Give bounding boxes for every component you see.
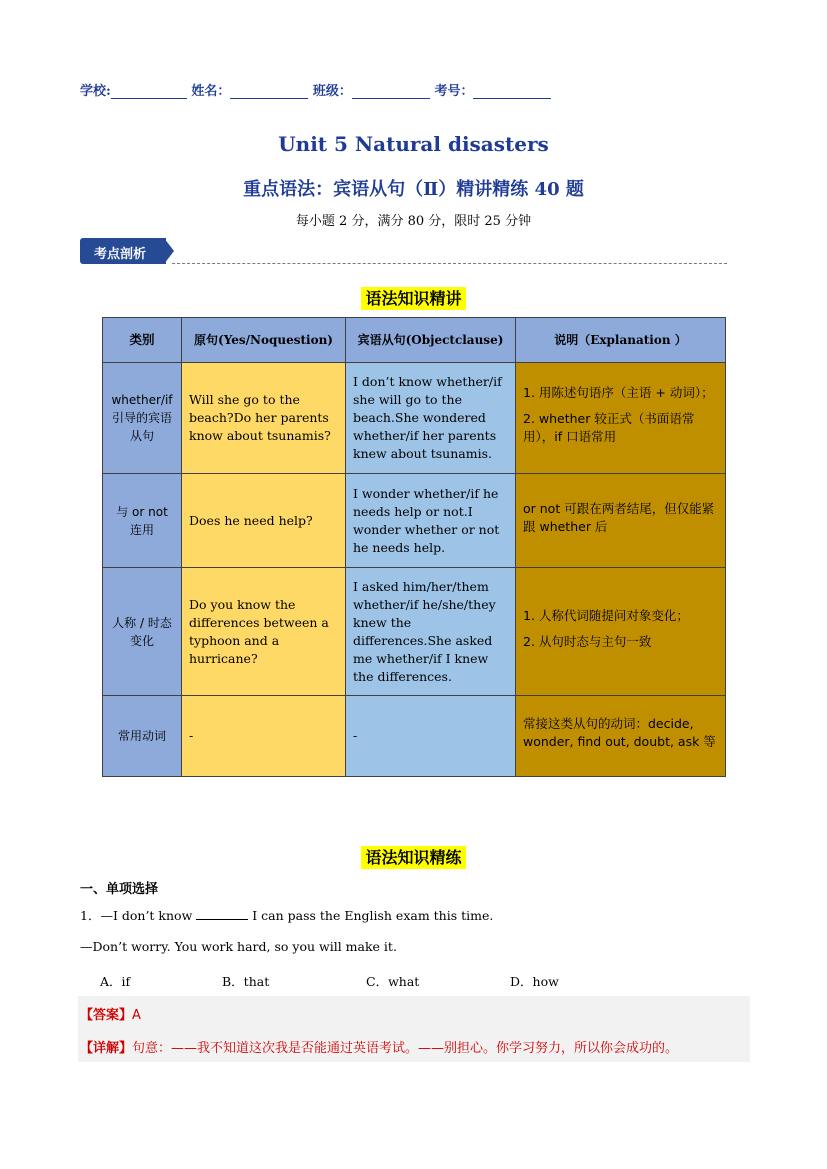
student-info-fields: [80, 80, 551, 99]
scoring-note: 每小题 2 分，满分 80 分，限时 25 分钟: [295, 214, 532, 229]
row-notes: 常接这类从句的动词：decide, wonder, find out, doubt, ask 等: [516, 696, 726, 777]
page-subtitle: 重点语法：宾语从句（Ⅱ）精讲精练 40 题: [243, 179, 584, 200]
option-d[interactable]: D．how: [510, 974, 559, 989]
table-header-row: [103, 318, 726, 363]
exam-number-blank[interactable]: [473, 84, 551, 99]
row-clause: I asked him/her/them whether/if he/she/they knew the differences.She asked me whether/if I knew the differences.: [346, 568, 516, 696]
table-row: [103, 363, 726, 474]
page-title: Unit 5 Natural disasters: [278, 132, 549, 156]
table-row: [103, 696, 726, 777]
name-label: 姓名：: [191, 84, 231, 99]
school-label: 学校:: [80, 84, 111, 99]
exam-number-label: 考号：: [434, 84, 474, 99]
row-notes: or not 可跟在两者结尾，但仅能紧跟 whether 后: [516, 474, 726, 568]
row-category: 人称 / 时态变化: [103, 568, 182, 696]
table-row: [103, 568, 726, 696]
row-original: -: [182, 696, 346, 777]
header-explanation: 说明（Explanation ）: [516, 318, 726, 363]
row-notes: 1. 用陈述句语序（主语 + 动词）； 2. whether 较正式（书面语常用），if 口语常用: [516, 363, 726, 474]
detail-line: [80, 1037, 678, 1056]
section-tag: [80, 238, 172, 264]
table-title: 语法知识精讲: [0, 286, 827, 309]
header-category: 类别: [103, 318, 182, 363]
header-clause: 宾语从句(Objectclause): [346, 318, 516, 363]
detail-text: 句意：——我不知道这次我是否能通过英语考试。——别担心。你学习努力，所以你会成功的。: [132, 1041, 679, 1056]
row-category: 与 or not 连用: [103, 474, 182, 568]
question-1-line-2: —Don’t worry. You work hard, so you will make it.: [80, 939, 397, 954]
answer-label: 【答案】: [80, 1008, 133, 1023]
class-blank[interactable]: [352, 84, 430, 99]
row-original: Do you know the differences between a typhoon and a hurricane?: [182, 568, 346, 696]
answer-line: [80, 1004, 141, 1023]
row-original: Does he need help?: [182, 474, 346, 568]
header-original: 原句(Yes/Noquestion): [182, 318, 346, 363]
option-c[interactable]: C．what: [366, 974, 420, 989]
row-clause: I don’t know whether/if she will go to the beach.She wondered whether/if her parents knew about tsunamis.: [346, 363, 516, 474]
detail-label: 【详解】: [80, 1041, 133, 1056]
option-b[interactable]: B．that: [222, 974, 270, 989]
answer-blank: [196, 907, 248, 920]
answer-value: A: [132, 1008, 141, 1023]
row-category: whether/if引导的宾语从句: [103, 363, 182, 474]
table-row: [103, 474, 726, 568]
grammar-table: [102, 317, 726, 777]
name-blank[interactable]: [230, 84, 308, 99]
row-clause: -: [346, 696, 516, 777]
row-original: Will she go to the beach?Do her parents know about tsunamis?: [182, 363, 346, 474]
section-heading: 一、单项选择: [80, 882, 159, 897]
row-category: 常用动词: [103, 696, 182, 777]
section-tag-label: 考点剖析: [94, 247, 147, 262]
class-label: 班级：: [312, 84, 352, 99]
practice-title: 语法知识精练: [0, 845, 827, 868]
row-clause: I wonder whether/if he needs help or not.I wonder whether or not he needs help.: [346, 474, 516, 568]
option-a[interactable]: A．if: [100, 974, 131, 989]
dashed-divider: [172, 263, 727, 264]
question-1-line-1: 1．—I don’t know I can pass the English exam this time.: [80, 908, 494, 923]
row-notes: 1. 人称代词随提问对象变化； 2. 从句时态与主句一致: [516, 568, 726, 696]
school-blank[interactable]: [111, 84, 187, 99]
